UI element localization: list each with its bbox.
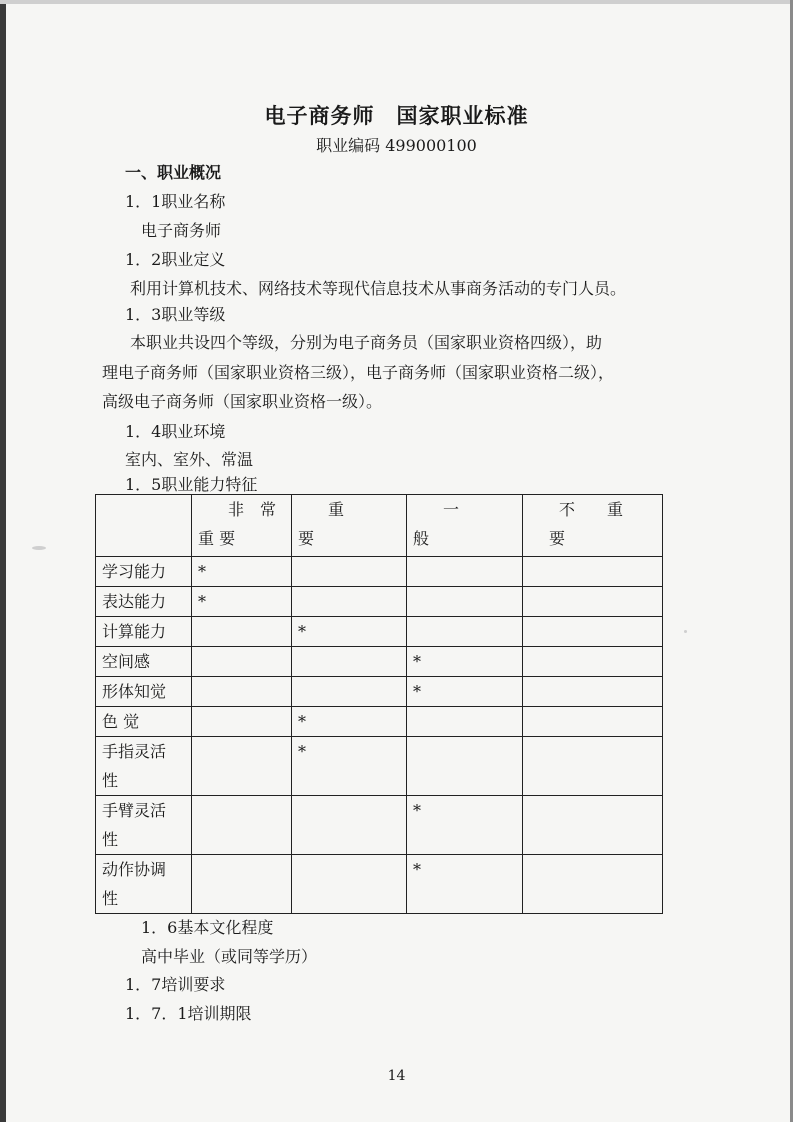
- rating-cell: [192, 707, 292, 737]
- scan-left-edge: [0, 0, 6, 1122]
- table-row: [96, 617, 663, 647]
- item-heading: 1．6基本文化程度: [141, 918, 274, 937]
- rating-cell: [292, 855, 407, 914]
- table-header-cell: 非 常 重 要: [192, 495, 292, 557]
- ability-name-cell: 空间感: [96, 647, 192, 677]
- item-content: 本职业共设四个等级，分别为电子商务员（国家职业资格四级），助: [130, 333, 603, 352]
- rating-cell: *: [292, 737, 407, 796]
- rating-cell: [407, 587, 523, 617]
- rating-cell: [292, 796, 407, 855]
- rating-cell: [523, 617, 663, 647]
- item-heading: 1．4职业环境: [125, 422, 226, 441]
- item-heading: 1．7．1培训期限: [125, 1004, 252, 1023]
- item-content: 理电子商务师（国家职业资格三级），电子商务师（国家职业资格二级），: [102, 363, 615, 382]
- occupation-code: 职业编码 499000100: [316, 136, 477, 155]
- table-row: [96, 587, 663, 617]
- table-row: [96, 796, 663, 855]
- table-header-row: [96, 495, 663, 557]
- rating-cell: *: [407, 677, 523, 707]
- rating-cell: [407, 737, 523, 796]
- item-heading: 1．5职业能力特征: [125, 475, 258, 494]
- rating-cell: [292, 647, 407, 677]
- rating-cell: [407, 557, 523, 587]
- rating-cell: [192, 647, 292, 677]
- rating-cell: [523, 647, 663, 677]
- rating-cell: [523, 855, 663, 914]
- table-row: [96, 855, 663, 914]
- table-cell: [96, 495, 192, 557]
- item-heading: 1．7培训要求: [125, 975, 226, 994]
- item-heading: 1．1职业名称: [125, 192, 226, 211]
- rating-cell: [523, 677, 663, 707]
- rating-cell: *: [292, 617, 407, 647]
- table-row: [96, 647, 663, 677]
- rating-cell: [407, 707, 523, 737]
- ability-table: [95, 494, 663, 914]
- table-header-cell: 不 重 要: [523, 495, 663, 557]
- item-heading: 1．3职业等级: [125, 305, 226, 324]
- rating-cell: [192, 617, 292, 647]
- rating-cell: [407, 617, 523, 647]
- rating-cell: *: [407, 796, 523, 855]
- rating-cell: [192, 796, 292, 855]
- rating-cell: [523, 707, 663, 737]
- rating-cell: *: [192, 557, 292, 587]
- table-row: [96, 737, 663, 796]
- ability-name-cell: 形体知觉: [96, 677, 192, 707]
- rating-cell: [192, 677, 292, 707]
- rating-cell: *: [292, 707, 407, 737]
- section-heading: 一、职业概况: [125, 163, 222, 182]
- rating-cell: [523, 737, 663, 796]
- rating-cell: [523, 557, 663, 587]
- rating-cell: [292, 587, 407, 617]
- rating-cell: [292, 677, 407, 707]
- ability-name-cell: 计算能力: [96, 617, 192, 647]
- table-row: [96, 557, 663, 587]
- scan-mark: [684, 630, 687, 633]
- ability-name-cell: 表达能力: [96, 587, 192, 617]
- item-heading: 1．2职业定义: [125, 250, 226, 269]
- table-row: [96, 677, 663, 707]
- rating-cell: *: [407, 855, 523, 914]
- ability-name-cell: 手指灵活 性: [96, 737, 192, 796]
- rating-cell: [192, 855, 292, 914]
- rating-cell: [523, 587, 663, 617]
- rating-cell: [292, 557, 407, 587]
- rating-cell: [192, 737, 292, 796]
- item-content: 利用计算机技术、网络技术等现代信息技术从事商务活动的专门人员。: [130, 279, 627, 298]
- table-row: [96, 707, 663, 737]
- ability-name-cell: 学习能力: [96, 557, 192, 587]
- rating-cell: *: [192, 587, 292, 617]
- scan-top-edge: [0, 0, 793, 4]
- item-content: 高级电子商务师（国家职业资格一级）。: [102, 392, 383, 411]
- ability-name-cell: 色 觉: [96, 707, 192, 737]
- rating-cell: [523, 796, 663, 855]
- ability-name-cell: 动作协调 性: [96, 855, 192, 914]
- item-content: 室内、室外、常温: [125, 450, 254, 469]
- table-header-cell: 重 要: [292, 495, 407, 557]
- item-content: 电子商务师: [141, 221, 222, 240]
- page-title: 电子商务师 国家职业标准: [264, 103, 529, 128]
- item-content: 高中毕业（或同等学历）: [141, 947, 318, 966]
- rating-cell: *: [407, 647, 523, 677]
- scan-mark: [32, 546, 46, 550]
- table-header-cell: 一 般: [407, 495, 523, 557]
- page-number: 14: [387, 1068, 406, 1084]
- ability-name-cell: 手臂灵活 性: [96, 796, 192, 855]
